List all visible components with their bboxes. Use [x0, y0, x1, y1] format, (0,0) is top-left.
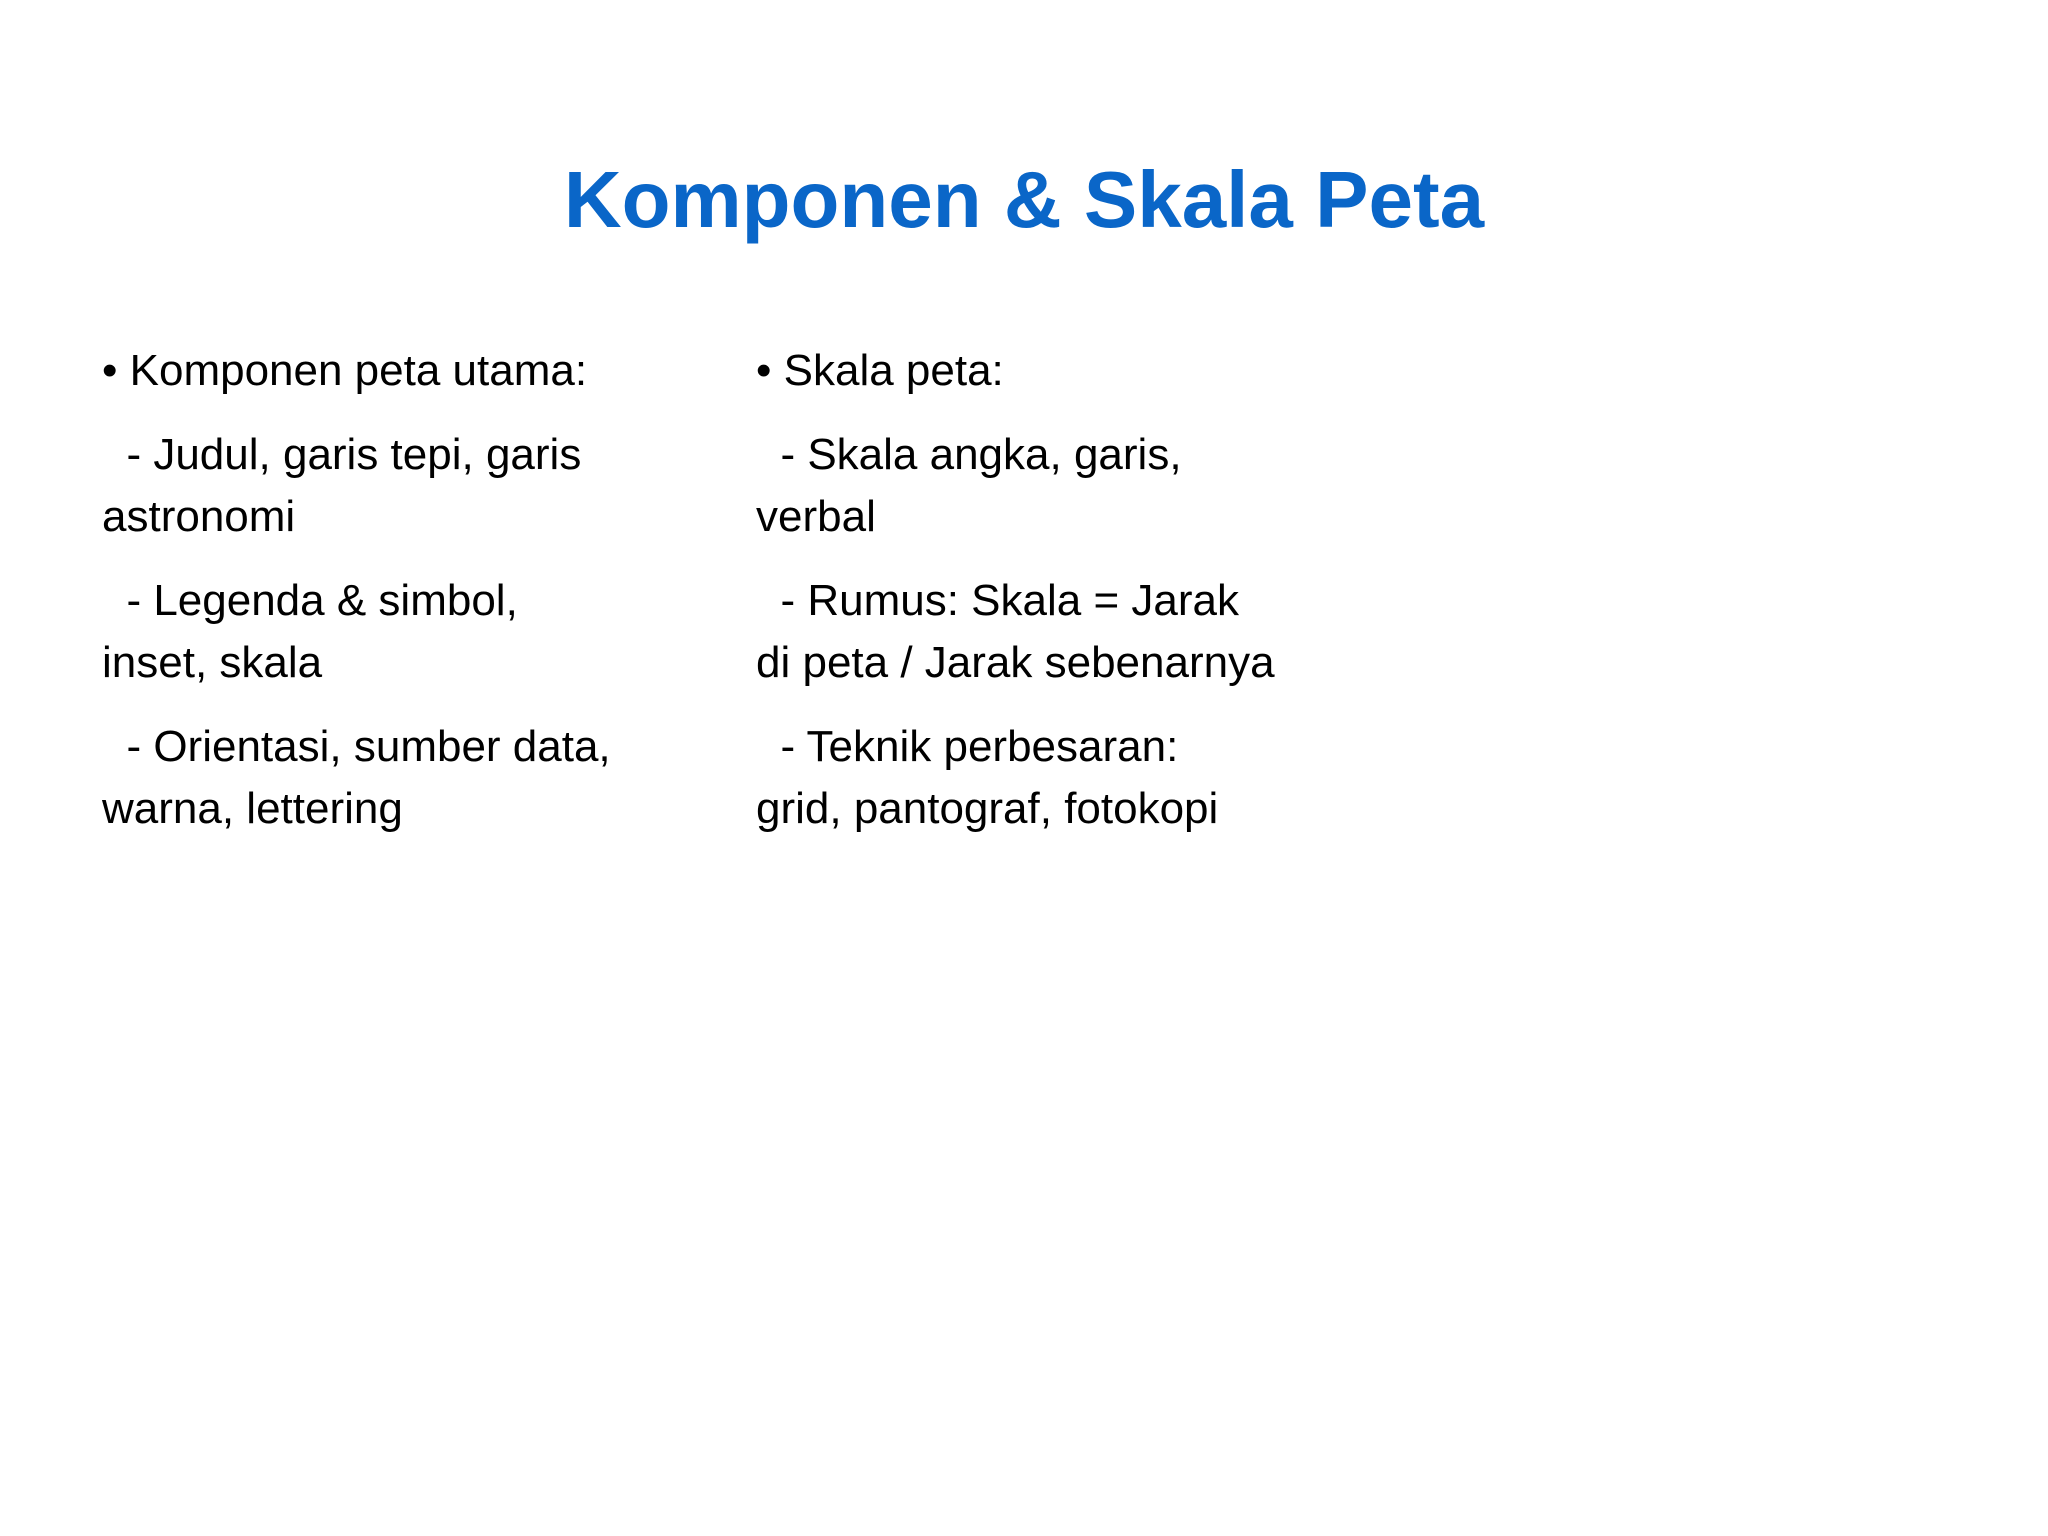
sub-item-legend-symbol: - Legenda & simbol, inset, skala: [102, 576, 531, 687]
sub-item-scale-types: - Skala angka, garis, verbal: [756, 430, 1194, 541]
slide-title: Komponen & Skala Peta: [563, 155, 1485, 244]
sub-item-enlargement-technique: - Teknik perbesaran: grid, pantograf, fotokopi: [756, 722, 1219, 833]
right-text-column: [756, 340, 1276, 862]
sub-item-scale-formula: - Rumus: Skala = Jarak di peta / Jarak sebenarnya: [756, 576, 1275, 687]
bullet-main-components: • Komponen peta utama:: [102, 346, 588, 395]
left-text-column: [102, 340, 622, 862]
sub-item-orientation-source: - Orientasi, sumber data, warna, lettering: [102, 722, 623, 833]
sub-item-title-border-grid: - Judul, garis tepi, garis astronomi: [102, 430, 594, 541]
bullet-map-scale: • Skala peta:: [756, 346, 1004, 395]
